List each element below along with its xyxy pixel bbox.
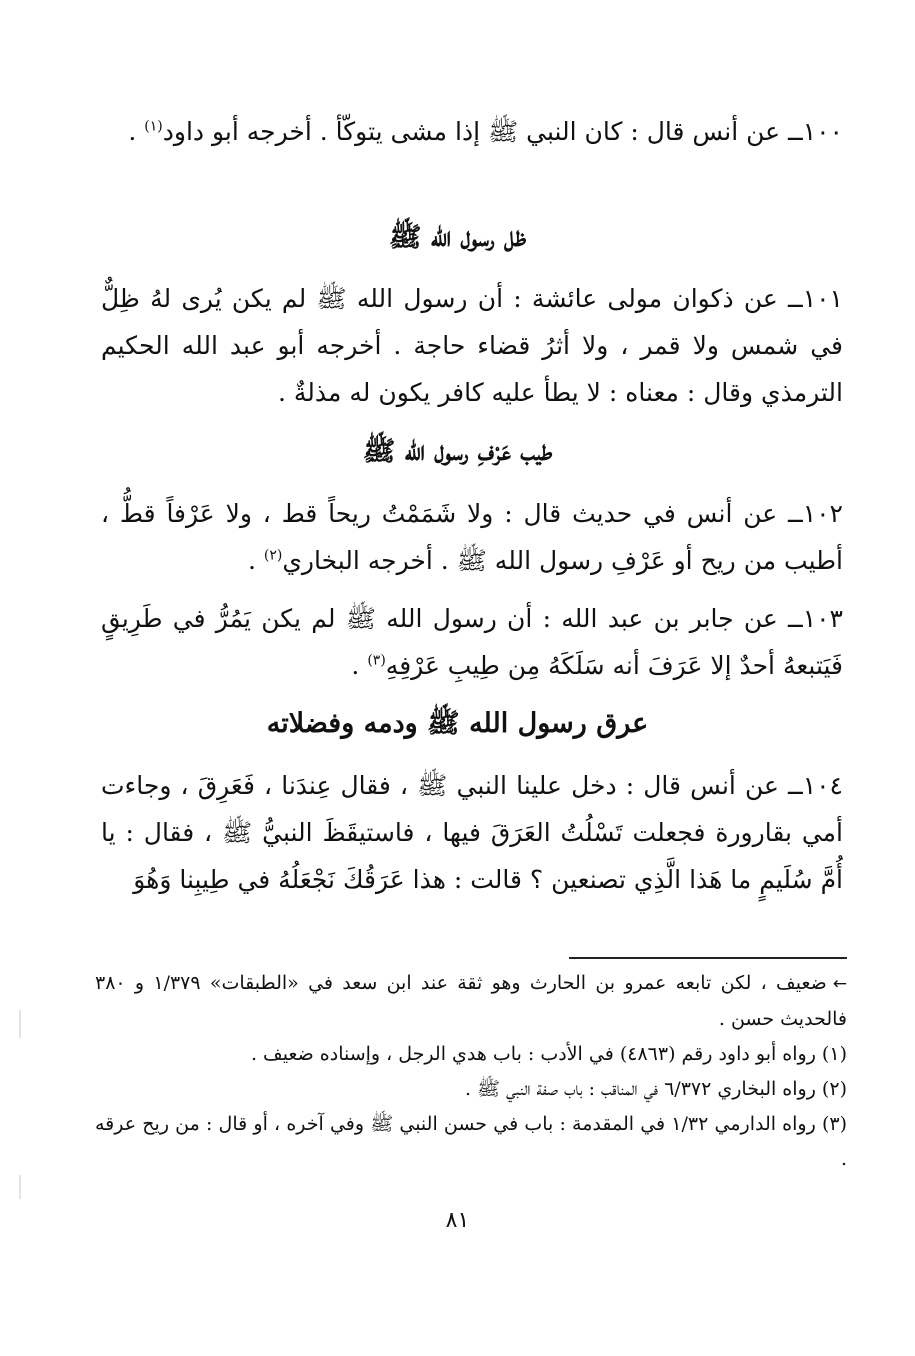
hadith-104 xyxy=(101,762,843,903)
page-number: ٨١ xyxy=(445,1208,470,1233)
continuation-arrow-icon: ← xyxy=(832,974,847,994)
scan-margin-mark xyxy=(19,1175,21,1199)
hadith-104-text: ١٠٤ــ عن أنس قال : دخل علينا النبي ﷺ ، فقال عِندَنا ، فَعَرِقَ ، وجاءت أمي بقارورة فجعلت تَسْلُتُ العَرَقَ فيها ، فاستيقَظَ النبيُّ ﷺ ، فقال : يا أُمَّ سُلَيمٍ ما هَذا الَّذِي تصنعين ؟ قالت : هذا عَرَقُكَ نَجْعَلُهُ في طِيبِنا وَهُوَ xyxy=(101,771,843,894)
footnote-continuation xyxy=(95,966,847,1037)
section-heading-shadow: ظل رسول الله ﷺ xyxy=(388,222,527,253)
footnote-ref-2: (٢) xyxy=(263,547,283,564)
footnote-1: (١) رواه أبو داود رقم (٤٨٦٣) في الأدب : باب هدي الرجل ، وإسناده ضعيف . xyxy=(250,1043,847,1065)
section-heading-sweat: عرق رسول الله ﷺ ودمه وفضلاته xyxy=(266,708,649,739)
hadith-102-end: . xyxy=(247,546,264,575)
hadith-101 xyxy=(101,275,843,416)
hadith-102-text: ١٠٢ــ عن أنس في حديث قال : ولا شَمَمْتُ ريحاً قط ، ولا عَرْفاً قطُّ ، أطيب من ريح أو عَرْفِ رسول الله ﷺ . أخرجه البخاري xyxy=(101,499,843,575)
hadith-101-text: ١٠١ــ عن ذكوان مولى عائشة : أن رسول الله ﷺ لم يكن يُرى لهُ ظِلٌّ في شمس ولا قمر ، ولا أثرُ قضاء حاجة . أخرجه أبو عبد الله الحكيم الترمذي وقال : معناه : لا يطأ عليه كافر يكون له مذلةٌ . xyxy=(101,284,843,407)
hadith-100-text: ١٠٠ــ عن أنس قال : كان النبي ﷺ إذا مشى يتوكّأ . أخرجه أبو داود xyxy=(162,117,843,146)
footnote-2: (٢) رواه البخاري ٦/٣٧٢ في المناقب : باب صفة النبي ﷺ . xyxy=(464,1078,847,1100)
section-heading-scent: طيب عَرْفِ رسول الله ﷺ xyxy=(362,436,553,467)
footnotes xyxy=(95,966,847,1177)
hadith-103-end: . xyxy=(351,651,368,680)
footnote-continuation-text: ضعيف ، لكن تابعه عمرو بن الحارث وهو ثقة عند ابن سعد في «الطبقات» ١/٣٧٩ و ٣٨٠ فالحديث حسن . xyxy=(95,972,847,1030)
hadith-100-end: . xyxy=(128,117,145,146)
hadith-103-text: ١٠٣ــ عن جابر بن عبد الله : أن رسول الله ﷺ لم يكن يَمُرُّ في طَرِيقٍ فَيَتبعهُ أحدٌ إلا عَرَفَ أنه سَلَكَهُ مِن طِيبِ عَرْفِهِ xyxy=(101,604,843,680)
hadith-102 xyxy=(101,490,843,584)
footnote-ref-3: (٣) xyxy=(367,652,386,669)
footnote-3: (٣) رواه الدارمي ١/٣٢ في المقدمة : باب في حسن النبي ﷺ وفي آخره ، أو قال : من ريح عرقه . xyxy=(95,1113,847,1170)
footnote-separator xyxy=(569,957,847,959)
hadith-100 xyxy=(101,108,843,155)
scan-margin-mark xyxy=(19,1010,21,1038)
hadith-103 xyxy=(101,595,843,689)
footnote-ref-1: (١) xyxy=(144,118,163,135)
